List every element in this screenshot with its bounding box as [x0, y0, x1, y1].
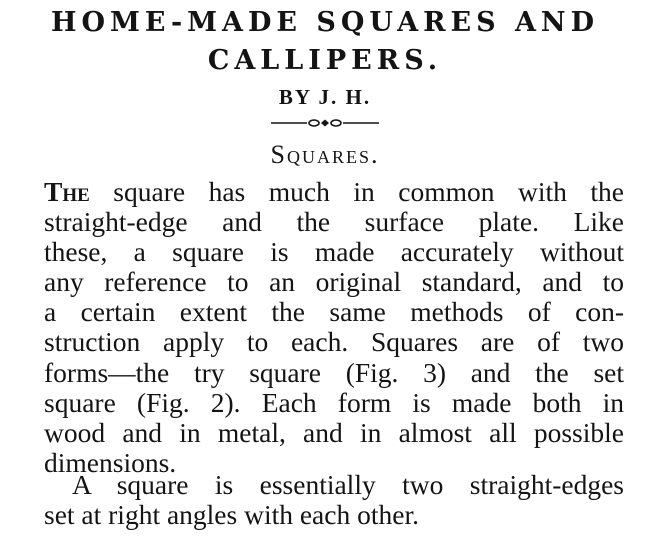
ornamental-divider	[0, 117, 650, 129]
text-line: any reference to an original standard, and to	[44, 266, 624, 298]
lead-word: The	[44, 176, 90, 207]
author-byline: BY J. H.	[278, 85, 372, 109]
text-line: struction apply to each. Squares are of two	[44, 326, 624, 358]
section-heading: Squares.	[270, 140, 380, 169]
article-title-line-2: CALLIPERS.	[207, 45, 443, 76]
text-line	[44, 177, 624, 207]
text-line: dimensions.	[44, 446, 177, 478]
text-line: square (Fig. 2). Each form is made both in	[44, 386, 624, 418]
text-line: set at right angles with each other.	[44, 499, 419, 531]
text-line: these, a square is made accurately without	[44, 236, 624, 268]
text-line: wood and in metal, and in almost all possible	[44, 416, 624, 448]
text-line: A square is essentially two straight-edges	[72, 469, 624, 500]
text-line: forms—the try square (Fig. 3) and the set	[44, 356, 624, 388]
text-line: straight-edge and the surface plate. Like	[44, 206, 624, 238]
text-line: a certain extent the same methods of con-	[44, 296, 624, 328]
body-paragraph-2	[44, 470, 624, 530]
article-title-line-1: HOME-MADE SQUARES AND	[50, 7, 600, 38]
body-paragraph-1	[44, 177, 624, 478]
text-line-content: square has much in common with the	[89, 176, 624, 207]
